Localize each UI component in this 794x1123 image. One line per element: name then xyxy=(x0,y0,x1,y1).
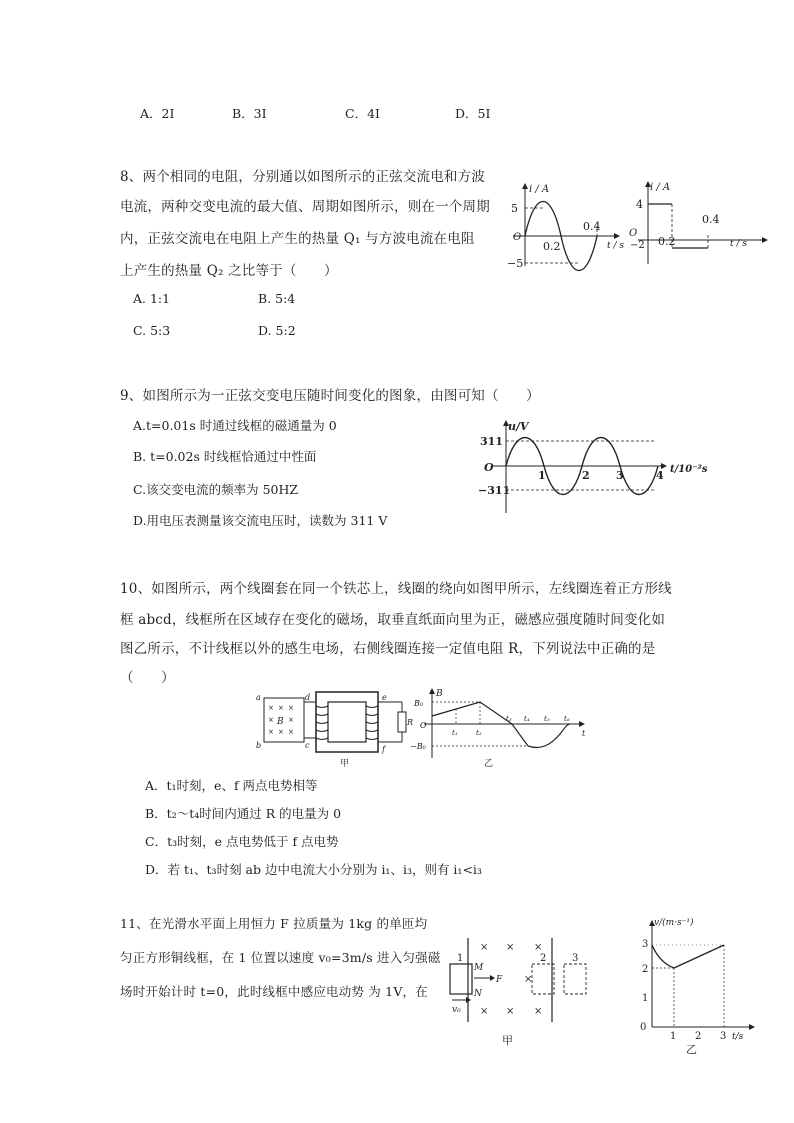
q8-sine-current-graph xyxy=(505,180,625,270)
q10-b-t6: t₆ xyxy=(564,715,570,723)
q9-x-1: 1 xyxy=(538,469,546,482)
q10-stem-line-1: 10、如图所示，两个线圈套在同一个铁芯上，线圈的绕向如图甲所示，左线圈连着正方形线 xyxy=(120,581,672,597)
svg-text:×: × xyxy=(268,716,274,724)
q9-x-4: 4 xyxy=(656,469,664,482)
q8-option-b: B. 5:4 xyxy=(258,291,296,306)
q10-b-t5: t₅ xyxy=(544,715,550,723)
q10-stem-line-3: 图乙所示，不计线框以外的感生电场，右侧线圈连接一定值电阻 R，下列说法中正确的是 xyxy=(120,641,656,657)
q9-y-min: −311 xyxy=(478,484,511,497)
q10-option-a: A．t₁时刻，e、f 两点电势相等 xyxy=(145,778,318,793)
q8-option-a: A. 1:1 xyxy=(133,291,171,306)
q8-option-c: C. 5:3 xyxy=(133,323,171,338)
q10-caption-b: 乙 xyxy=(484,759,494,769)
q11-label-f: F xyxy=(496,975,503,985)
svg-text:×: × xyxy=(534,1006,543,1017)
q8-square-x-0-2: 0.2 xyxy=(658,235,676,248)
q9-option-b: B. t=0.02s 时线框恰通过中性面 xyxy=(133,449,317,464)
svg-text:×: × xyxy=(288,728,294,736)
q11-v-y-0: 0 xyxy=(640,1022,647,1033)
q9-x-3: 3 xyxy=(616,469,624,482)
q11-label-m: M xyxy=(474,963,484,973)
q11-label-n: N xyxy=(474,989,482,999)
q9-y-max: 311 xyxy=(480,435,503,448)
q9-origin: O xyxy=(484,461,494,474)
q10-option-d: D．若 t₁、t₃时刻 ab 边中电流大小分别为 i₁、i₃，则有 i₁<i₃ xyxy=(145,862,482,877)
q10-corner-a: a xyxy=(256,693,261,702)
q8-square-y-min: −2 xyxy=(630,240,645,251)
q10-terminal-e: e xyxy=(382,693,387,702)
q11-field-diagram xyxy=(440,930,610,1050)
q11-v-y-2: 2 xyxy=(642,964,649,975)
q10-b-t4: t₄ xyxy=(524,715,530,723)
q8-square-xlabel: t / s xyxy=(730,239,747,249)
q11-label-v0: v₀ xyxy=(452,1005,461,1015)
q11-position-1: 1 xyxy=(457,953,464,964)
q10-resistor-label: R xyxy=(407,718,414,727)
q11-v-ylabel: v/(m·s⁻¹) xyxy=(654,918,694,928)
q9-stem: 9、如图所示为一正弦交变电压随时间变化的图象，由图可知（ ） xyxy=(120,388,540,404)
q10-b-t3: t₃ xyxy=(506,715,512,723)
svg-text:×: × xyxy=(480,942,489,953)
q8-sine-x-0-2: 0.2 xyxy=(543,240,561,253)
svg-text:×: × xyxy=(506,942,515,953)
q10-b-y-max: B₀ xyxy=(414,699,424,708)
q9-option-c: C.该交变电流的频率为 50HZ xyxy=(133,482,299,497)
q7-option-a: A．2I xyxy=(140,106,175,121)
q10-stem-line-2: 框 abcd，线框所在区域存在变化的磁场，取垂直纸面向里为正，磁感应强度随时间变化如 xyxy=(120,612,666,628)
svg-text:×: × xyxy=(268,704,274,712)
q10-terminal-f: f xyxy=(382,745,385,754)
q11-position-2: 2 xyxy=(540,953,547,964)
q10-b-field-graph xyxy=(410,686,590,776)
q11-caption-a: 甲 xyxy=(502,1034,513,1047)
q11-stem-line-1: 11、在光滑水平面上用恒力 F 拉质量为 1kg 的单匝均 xyxy=(120,916,428,931)
q8-sine-ylabel: i / A xyxy=(529,184,550,195)
q10-corner-b: b xyxy=(256,741,262,750)
q8-stem-line-3: 内，正弦交流电在电阻上产生的热量 Q₁ 与方波电流在电阻 xyxy=(120,231,475,247)
svg-text:×: × xyxy=(534,942,543,953)
svg-text:×: × xyxy=(288,704,294,712)
q10-field-label: B xyxy=(277,717,284,727)
q10-option-b: B．t₂～t₄时间内通过 R 的电量为 0 xyxy=(145,806,342,821)
svg-text:×: × xyxy=(506,1006,515,1017)
q10-caption-a: 甲 xyxy=(340,759,350,769)
q10-b-ylabel: B xyxy=(436,689,443,699)
q9-option-a: A.t=0.01s 时通过线框的磁通量为 0 xyxy=(133,418,337,433)
q11-v-x-3: 3 xyxy=(720,1031,727,1042)
q11-caption-b: 乙 xyxy=(686,1043,697,1056)
q10-b-xlabel: t xyxy=(582,729,586,738)
q8-stem-line-4: 上产生的热量 Q₂ 之比等于（ ） xyxy=(120,263,338,279)
q9-ylabel: u/V xyxy=(508,420,529,433)
q8-square-ylabel: i / A xyxy=(650,182,671,193)
q7-option-d: D．5I xyxy=(455,106,491,121)
q11-v-y-1: 1 xyxy=(642,993,649,1004)
q8-sine-y-min: −5 xyxy=(507,257,524,270)
q11-stem-line-2: 匀正方形铜线框，在 1 位置以速度 v₀=3m/s 进入匀强磁 xyxy=(120,950,441,965)
q10-corner-d: d xyxy=(305,693,311,702)
q11-velocity-graph xyxy=(630,915,760,1055)
q8-square-y-max: 4 xyxy=(636,198,643,211)
q9-x-2: 2 xyxy=(582,469,590,482)
q8-sine-x-0-4: 0.4 xyxy=(583,220,601,233)
svg-text:×: × xyxy=(278,704,284,712)
q10-b-origin: O xyxy=(420,721,427,730)
q10-b-t2: t₂ xyxy=(476,729,482,737)
q11-stem-line-3: 场时开始计时 t=0，此时线框中感应电动势 为 1V，在 xyxy=(120,984,428,999)
q7-option-b: B．3I xyxy=(232,106,267,121)
q10-option-c: C．t₃时刻，e 点电势低于 f 点电势 xyxy=(145,834,339,849)
q11-v-xlabel: t/s xyxy=(732,1032,744,1042)
svg-text:×: × xyxy=(288,716,294,724)
q7-option-c: C．4I xyxy=(345,106,380,121)
q8-sine-y-max: 5 xyxy=(511,202,518,215)
q9-xlabel: t/10⁻²s xyxy=(670,464,708,475)
q8-sine-xlabel: t / s xyxy=(607,241,624,251)
svg-text:×: × xyxy=(524,974,533,985)
q10-b-t1: t₁ xyxy=(452,729,458,737)
q11-position-3: 3 xyxy=(572,953,579,964)
q11-v-y-3: 3 xyxy=(642,939,649,950)
q10-b-y-min: −B₀ xyxy=(410,742,426,751)
svg-text:×: × xyxy=(480,1006,489,1017)
q10-stem-line-4: （ ） xyxy=(120,670,175,686)
q11-v-x-1: 1 xyxy=(670,1031,677,1042)
q9-option-d: D.用电压表测量该交流电压时，读数为 311 V xyxy=(133,513,388,528)
q10-corner-c: c xyxy=(305,741,310,750)
q8-stem-line-1: 8、两个相同的电阻，分别通以如图所示的正弦交流电和方波 xyxy=(120,169,485,185)
q11-v-x-2: 2 xyxy=(695,1031,702,1042)
q9-voltage-graph xyxy=(478,418,708,518)
q8-sine-origin: O xyxy=(513,232,522,243)
q10-coil-diagram xyxy=(254,688,414,778)
svg-text:×: × xyxy=(278,728,284,736)
q8-option-d: D. 5:2 xyxy=(258,323,296,338)
q8-square-origin: O xyxy=(629,228,638,239)
svg-text:×: × xyxy=(268,728,274,736)
q8-stem-line-2: 电流，两种交变电流的最大值、周期如图所示，则在一个周期 xyxy=(120,199,490,215)
q8-square-x-0-4: 0.4 xyxy=(702,213,720,226)
q8-square-current-graph xyxy=(630,178,770,268)
